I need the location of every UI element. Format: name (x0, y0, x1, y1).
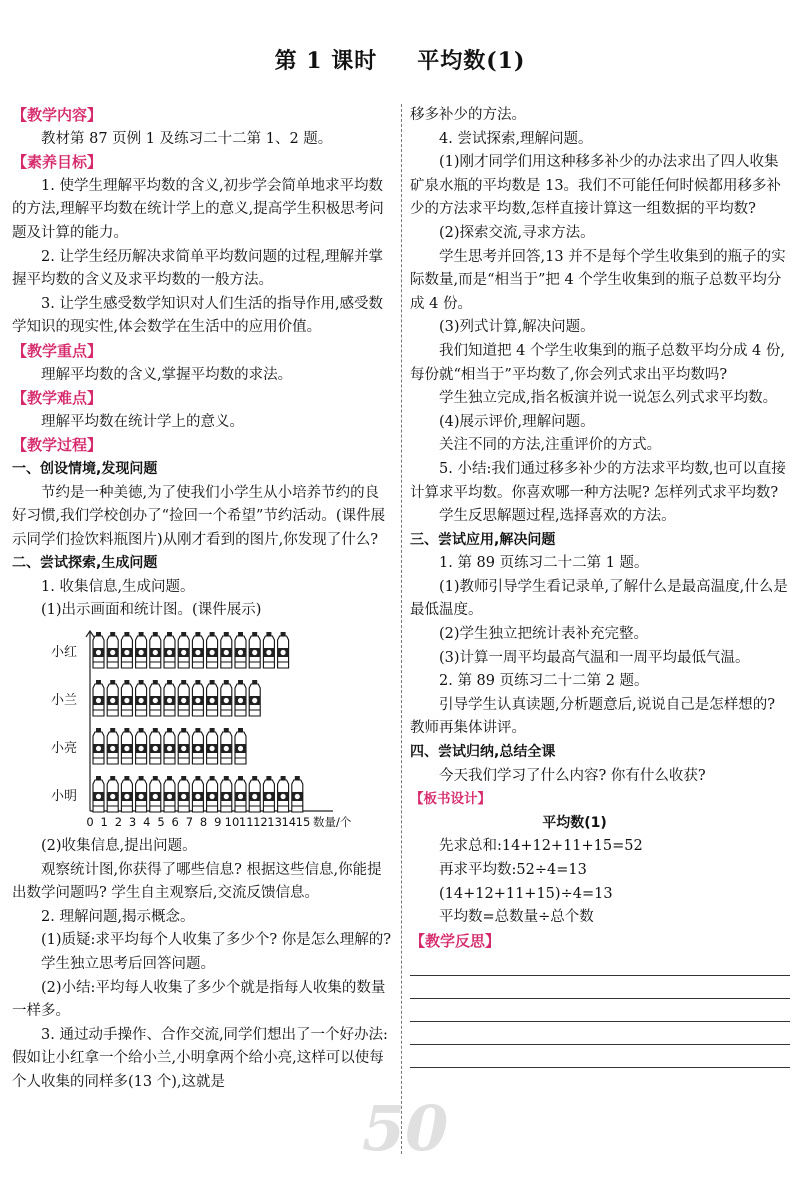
x-tick-label: 1 (100, 815, 108, 830)
paragraph: (3)列式计算,解决问题。 (439, 319, 595, 336)
bottle-icon (249, 680, 260, 716)
x-tick-label: 5 (157, 815, 165, 830)
paragraph: (2)收集信息,提出问题。 (41, 838, 197, 855)
paragraph: 5. 小结:我们通过移多补少的方法求平均数,也可以直接计算求平均数。你喜欢哪一种方法呢? 怎样列式求平均数? (410, 460, 786, 501)
bottle-icon (235, 632, 246, 668)
board-title: 平均数(1) (542, 814, 607, 831)
board-design (410, 812, 790, 930)
left-column (12, 104, 392, 1095)
bottle-icon (192, 680, 203, 716)
bottle-icon (136, 632, 147, 668)
bottle-icon (207, 632, 218, 668)
writing-line (410, 1045, 790, 1068)
bottle-icon (121, 680, 132, 716)
x-tick-label: 11 (238, 815, 254, 830)
paragraph: (1)教师引导学生看记录单,了解什么是最高温度,什么是最低温度。 (410, 578, 788, 619)
paragraph: (2)学生独立把统计表补充完整。 (439, 626, 649, 643)
paragraph: 今天我们学习了什么内容? 你有什么收获? (439, 767, 706, 784)
board-line: (14+12+11+15)÷4=13 (439, 885, 613, 902)
bottle-icon (164, 728, 175, 764)
bottle-icon (278, 632, 289, 668)
chart-svg (12, 623, 392, 835)
column-divider (401, 104, 402, 1154)
x-tick-label: 7 (185, 815, 194, 830)
x-tick-label: 15 (295, 815, 311, 830)
bottle-icon (221, 776, 232, 812)
board-line: 再求平均数:52÷4=13 (439, 862, 587, 878)
category-label: 小兰 (50, 693, 78, 709)
x-tick-label: 6 (171, 815, 179, 830)
bottle-icon (235, 776, 246, 812)
x-tick-label: 13 (267, 815, 282, 830)
bottle-icon (263, 632, 274, 668)
paragraph: 关注不同的方法,注重评价的方式。 (439, 437, 662, 454)
bottle-icon (136, 728, 147, 764)
bottle-icon (192, 776, 203, 812)
bottle-icon (93, 776, 104, 812)
bottle-icon (164, 776, 175, 812)
bottle-icon (150, 680, 161, 716)
page-title (0, 44, 800, 75)
x-tick-label: 3 (128, 815, 137, 830)
bottle-icon (221, 632, 232, 668)
reflection-lines (410, 953, 790, 1068)
paragraph: 1. 第 89 页练习二十二第 1 题。 (439, 555, 649, 572)
bottle-icon (121, 776, 132, 812)
x-axis-label: 数量/个 (313, 815, 352, 830)
bottle-icon (278, 776, 289, 812)
bottle-icon (178, 776, 189, 812)
paragraph: 理解平均数的含义,掌握平均数的求法。 (41, 366, 293, 383)
paragraph: (1)出示画面和统计图。(课件展示) (41, 602, 262, 619)
writing-line (410, 976, 790, 999)
paragraph: (1)质疑:求平均每个人收集了多少个? 你是怎么理解的? (41, 932, 392, 949)
right-column (410, 104, 790, 1068)
bottle-icon (121, 632, 132, 668)
x-tick-label: 9 (214, 815, 222, 830)
bottle-icon (249, 776, 260, 812)
category-label: 小亮 (50, 741, 78, 757)
paragraph: 学生思考并回答,13 并不是每个学生收集到的瓶子的实际数量,而是“相当于”把 4 个学生收集到的瓶子总数平均分成 4 份。 (410, 248, 786, 312)
page-number: 50 (362, 1092, 449, 1165)
x-tick-label: 10 (224, 815, 240, 830)
bottle-icon (192, 728, 203, 764)
paragraph: 观察统计图,你获得了哪些信息? 根据这些信息,你能提出数学问题吗? 学生自主观察后,交流反馈信息。 (12, 861, 382, 902)
bottle-icon (93, 680, 104, 716)
paragraph: 学生反思解题过程,选择喜欢的方法。 (439, 508, 676, 525)
paragraph: 教材第 87 页例 1 及练习二十二第 1、2 题。 (41, 130, 333, 147)
paragraph: 我们知道把 4 个学生收集到的瓶子总数平均分成 4 份,每份就“相当于”平均数了,你会列式求出平均数吗? (410, 342, 785, 383)
bottle-icon (235, 680, 246, 716)
paragraph: (2)小结:平均每人收集了多少个就是指每人收集的数量一样多。 (12, 979, 386, 1020)
x-tick-label: 2 (114, 815, 123, 830)
section-tag-reflection: 【教学反思】 (410, 931, 501, 950)
board-line: 平均数=总数量÷总个数 (439, 909, 594, 926)
bottle-icon (150, 776, 161, 812)
paragraph: 学生独立思考后回答问题。 (41, 956, 215, 973)
bottle-icon (93, 728, 104, 764)
lesson-topic: 平均数(1) (417, 48, 526, 74)
bottle-icon (249, 632, 260, 668)
bottle-icon (235, 728, 246, 764)
bottle-icon (192, 632, 203, 668)
paragraph: 节约是一种美德,为了使我们小学生从小培养节约的良好习惯,我们学校创办了“捡回一个希望”节约活动。(课件展示同学们捡饮料瓶图片)从刚才看到的图片,你发现了什么? (12, 484, 386, 548)
x-tick-label: 4 (143, 815, 151, 830)
paragraph: 3. 让学生感受数学知识对人们生活的指导作用,感受数学知识的现实性,体会数学在生活中的应用价值。 (12, 295, 384, 336)
paragraph: (3)计算一周平均最高气温和一周平均最低气温。 (439, 649, 750, 666)
bottle-icon (107, 680, 118, 716)
board-line: 先求总和:14+12+11+15=52 (439, 838, 643, 855)
section-heading: 二、尝试探索,生成问题 (12, 555, 158, 572)
bottle-icon (292, 776, 303, 812)
bottle-icon (178, 680, 189, 716)
section-tag-board: 【板书设计】 (410, 791, 491, 808)
bottle-icon (207, 776, 218, 812)
paragraph: 理解平均数在统计学上的意义。 (41, 413, 244, 430)
paragraph: (4)展示评价,理解问题。 (439, 413, 595, 430)
section-heading: 三、尝试应用,解决问题 (410, 531, 556, 548)
bottle-icon (164, 680, 175, 716)
paragraph: 1. 使学生理解平均数的含义,初步学会简单地求平均数的方法,理解平均数在统计学上的意义,提高学生积极思考问题及计算的能力。 (12, 177, 384, 241)
bottle-icon (150, 728, 161, 764)
bottle-icon (221, 728, 232, 764)
x-tick-label: 0 (86, 815, 94, 830)
writing-line (410, 999, 790, 1022)
paragraph: (2)探索交流,寻求方法。 (439, 224, 595, 241)
bottle-icon (121, 728, 132, 764)
section-tag-goals: 【素养目标】 (12, 153, 103, 172)
bottle-icon (150, 632, 161, 668)
bottle-icon (207, 728, 218, 764)
section-tag-content: 【教学内容】 (12, 106, 103, 124)
bottle-icon (207, 680, 218, 716)
section-tag-key-points: 【教学重点】 (12, 341, 103, 360)
category-label: 小红 (50, 645, 78, 661)
paragraph: 2. 第 89 页练习二十二第 2 题。 (439, 673, 649, 690)
paragraph: 学生独立完成,指名板演并说一说怎么列式求平均数。 (439, 390, 778, 407)
x-tick-label: 8 (199, 815, 208, 830)
lesson-number: 第 1 课时 (274, 48, 378, 74)
writing-line (410, 953, 790, 976)
paragraph: (1)刚才同学们用这种移多补少的办法求出了四人收集矿泉水瓶的平均数是 13。我们不可能任何时候都用移多补少的方法求平均数,怎样直接计算这一组数据的平均数? (410, 154, 782, 218)
bottle-icon (164, 632, 175, 668)
bottle-icon (136, 776, 147, 812)
bottle-icon (93, 632, 104, 668)
paragraph: 2. 理解问题,揭示概念。 (41, 908, 195, 925)
section-heading: 四、尝试归纳,总结全课 (410, 744, 556, 761)
pictograph-chart (12, 623, 392, 835)
bottle-icon (221, 680, 232, 716)
bottle-icon (178, 728, 189, 764)
x-tick-label: 14 (281, 815, 297, 830)
bottle-icon (107, 728, 118, 764)
paragraph: 1. 收集信息,生成问题。 (41, 578, 195, 595)
paragraph: 3. 通过动手操作、合作交流,同学们想出了一个好办法:假如让小红拿一个给小兰,小明拿两个给小亮,这样可以使每个人收集的同样多(13 个),这就是 (12, 1026, 388, 1090)
bottle-icon (107, 776, 118, 812)
bottle-icon (107, 632, 118, 668)
section-tag-difficulty: 【教学难点】 (12, 389, 103, 408)
paragraph: 移多补少的方法。 (410, 107, 526, 123)
bottle-icon (178, 632, 189, 668)
bottle-icon (136, 680, 147, 716)
section-heading: 一、创设情境,发现问题 (12, 460, 158, 477)
bottle-icon (263, 776, 274, 812)
section-tag-process: 【教学过程】 (12, 436, 103, 455)
paragraph: 引导学生认真读题,分析题意后,说说自己是怎样想的? 教师再集体讲评。 (410, 696, 775, 737)
x-tick-label: 12 (253, 815, 268, 830)
writing-line (410, 1022, 790, 1045)
paragraph: 4. 尝试探索,理解问题。 (439, 130, 593, 147)
paragraph: 2. 让学生经历解决求简单平均数问题的过程,理解并掌握平均数的含义及求平均数的一般方法。 (12, 248, 384, 289)
category-label: 小明 (50, 789, 78, 805)
